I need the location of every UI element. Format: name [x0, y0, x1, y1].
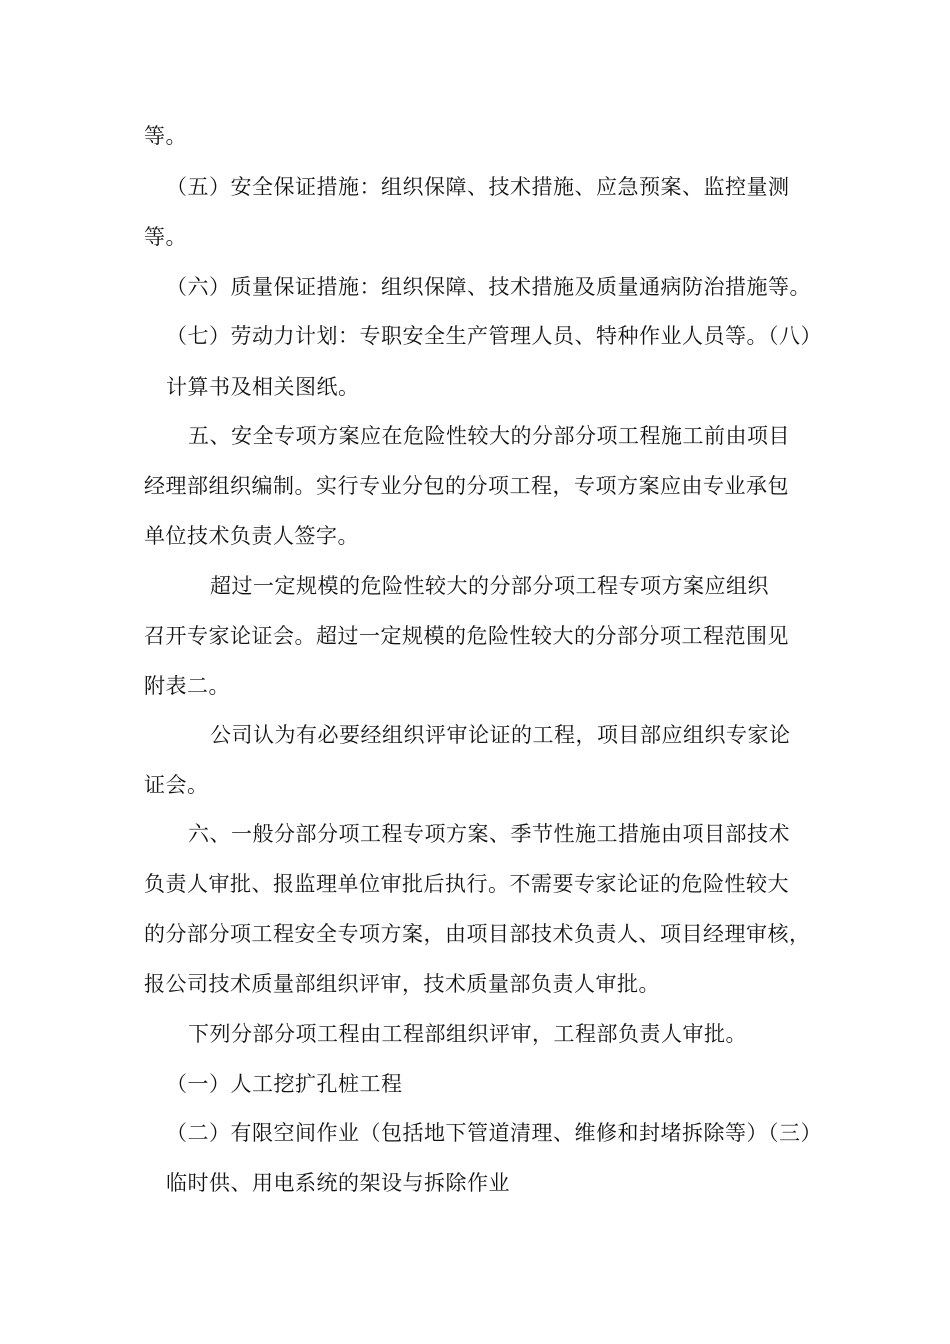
text-line-1: 等。 — [144, 124, 187, 148]
text-line-8: 经理部组织编制。实行专业分包的分项工程，专项方案应由专业承包 — [144, 474, 789, 498]
text-line-2: （五）安全保证措施：组织保障、技术措施、应急预案、监控量测 — [166, 175, 790, 199]
text-line-7: 五、安全专项方案应在危险性较大的分部分项工程施工前由项目 — [188, 424, 790, 448]
text-line-6: 计算书及相关图纸。 — [166, 375, 360, 399]
text-line-14: 证会。 — [144, 773, 209, 797]
text-line-10: 超过一定规模的危险性较大的分部分项工程专项方案应组织 — [210, 574, 769, 598]
text-line-15: 六、一般分部分项工程专项方案、季节性施工措施由项目部技术 — [188, 822, 790, 846]
text-line-17: 的分部分项工程安全专项方案，由项目部技术负责人、项目经理审核， — [144, 922, 811, 946]
text-line-16: 负责人审批、报监理单位审批后执行。不需要专家论证的危险性较大 — [144, 872, 789, 896]
text-line-3: 等。 — [144, 225, 187, 249]
text-line-21: （二）有限空间作业（包括地下管道清理、维修和封堵拆除等）（三） — [166, 1121, 822, 1145]
text-line-18: 报公司技术质量部组织评审，技术质量部负责人审批。 — [144, 972, 660, 996]
text-line-12: 附表二。 — [144, 674, 230, 698]
text-line-22: 临时供、用电系统的架设与拆除作业 — [166, 1171, 510, 1195]
text-line-20: （一）人工挖扩孔桩工程 — [166, 1072, 403, 1096]
text-line-9: 单位技术负责人签字。 — [144, 524, 359, 548]
text-line-11: 召开专家论证会。超过一定规模的危险性较大的分部分项工程范围见 — [144, 624, 789, 648]
text-line-5: （七）劳动力计划：专职安全生产管理人员、特种作业人员等。（八） — [166, 324, 822, 348]
text-line-19: 下列分部分项工程由工程部组织评审，工程部负责人审批。 — [188, 1022, 747, 1046]
text-line-4: （六）质量保证措施：组织保障、技术措施及质量通病防治措施等。 — [166, 275, 811, 299]
text-line-13: 公司认为有必要经组织评审论证的工程，项目部应组织专家论 — [210, 723, 791, 747]
